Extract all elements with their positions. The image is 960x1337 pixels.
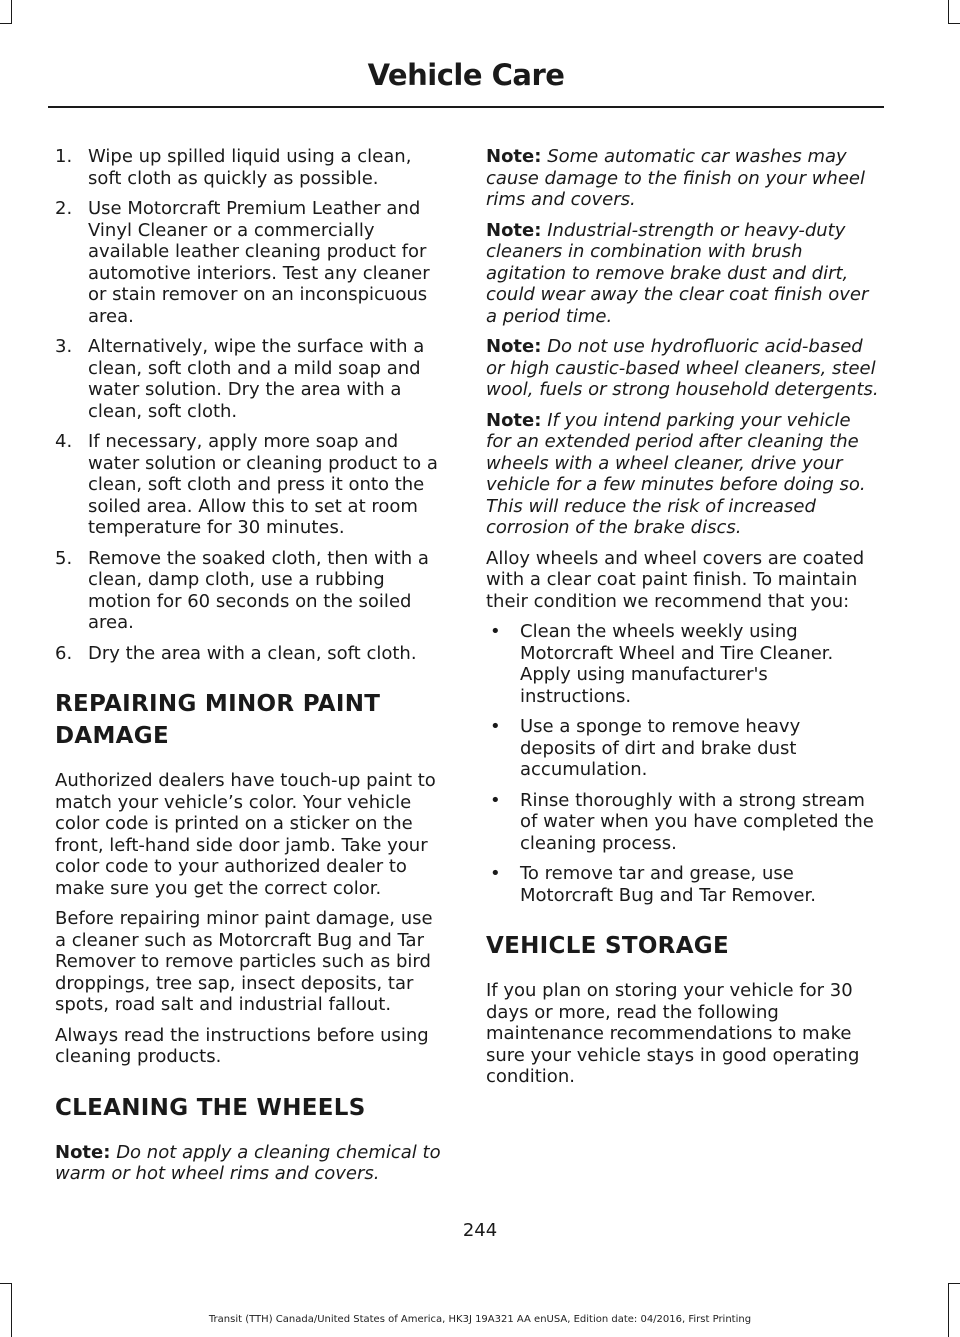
bullet-text: To remove tar and grease, use Motorcraft Bug and Tar Remover. xyxy=(520,863,816,906)
step-item xyxy=(55,336,447,422)
section-heading-storage: VEHICLE STORAGE xyxy=(486,933,729,959)
header-rule xyxy=(48,106,884,108)
page-number: 244 xyxy=(462,1220,498,1241)
section-heading-paint: REPAIRING MINOR PAINT DAMAGE xyxy=(55,691,381,749)
bullet-item xyxy=(486,790,880,855)
bullet-item xyxy=(486,863,880,906)
step-text: Remove the soaked cloth, then with a clean, damp cloth, use a rubbing motion for 60 seconds on the soiled area. xyxy=(88,547,429,633)
paint-paragraph: Before repairing minor paint damage, use a cleaner such as Motorcraft Bug and Tar Remover to remove particles such as bird droppings, tree sap, insect deposits, tar spots, road salt and industrial fallout. xyxy=(55,908,433,1015)
step-number: 3. xyxy=(55,336,73,357)
bullet-icon: • xyxy=(490,863,501,884)
wheel-care-bullets xyxy=(486,621,880,906)
step-number: 2. xyxy=(55,198,73,219)
crop-mark-top-right xyxy=(948,0,949,24)
crop-mark-bottom-left xyxy=(11,1283,12,1337)
crop-mark-top-left-h xyxy=(0,23,12,24)
step-text: Alternatively, wipe the surface with a clean, soft cloth and a mild soap and water solution. Dry the area with a clean, soft cloth. xyxy=(88,336,425,422)
bullet-text: Use a sponge to remove heavy deposits of dirt and brake dust accumulation. xyxy=(520,716,801,780)
crop-mark-bottom-left-h xyxy=(0,1283,12,1284)
crop-mark-bottom-right-h xyxy=(948,1283,960,1284)
note-label: Note: xyxy=(486,336,542,357)
crop-mark-bottom-right xyxy=(948,1283,949,1337)
section-heading-wheels: CLEANING THE WHEELS xyxy=(55,1094,366,1121)
step-text: Use Motorcraft Premium Leather and Vinyl Cleaner or a commercially available leather cleaning product for automotive interiors. Test any cleaner or stain remover on an inconspicuous area. xyxy=(88,198,430,327)
note-label: Note: xyxy=(486,219,542,241)
paint-paragraph: Always read the instructions before using cleaning products. xyxy=(55,1024,429,1067)
left-column xyxy=(55,146,447,1194)
paint-paragraph: Authorized dealers have touch-up paint to match your vehicle’s color. Your vehicle color code is printed on a sticker on the front, left-hand side door jamb. Take your color code to your authorized dealer to make sure you get the correct color. xyxy=(55,770,436,899)
step-item xyxy=(55,146,447,189)
cleaning-steps-list xyxy=(55,146,447,664)
note-label: Note: xyxy=(486,409,542,431)
wheels-note xyxy=(55,1142,447,1185)
step-item xyxy=(55,548,447,634)
bullet-item xyxy=(486,716,880,781)
bullet-text: Rinse thoroughly with a strong stream of water when you have completed the cleaning process. xyxy=(520,789,874,854)
page-header-title: Vehicle Care xyxy=(367,58,565,92)
note-text: Do not apply a cleaning chemical to warm or hot wheel rims and covers. xyxy=(55,1141,441,1184)
wheel-note xyxy=(486,336,880,401)
step-item xyxy=(55,198,447,327)
storage-paragraph: If you plan on storing your vehicle for 30 days or more, read the following maintenance recommendations to make sure your vehicle stays in good operating condition. xyxy=(486,980,860,1087)
wheel-note xyxy=(486,410,880,539)
bullet-icon: • xyxy=(490,621,501,642)
crop-mark-top-right-h xyxy=(948,23,960,24)
step-item xyxy=(55,643,447,665)
step-number: 5. xyxy=(55,547,73,569)
note-label: Note: xyxy=(55,1141,111,1163)
bullet-icon: • xyxy=(490,789,501,811)
bullet-item xyxy=(486,621,880,707)
note-text: Industrial-strength or heavy-duty cleaners in combination with brush agitation to remove brake dust and dirt, could wear away the clear coat finish over a period time. xyxy=(486,219,869,327)
wheel-note xyxy=(486,220,880,328)
step-item xyxy=(55,431,447,539)
alloy-paragraph: Alloy wheels and wheel covers are coated with a clear coat paint finish. To maintain their condition we recommend that you: xyxy=(486,547,865,612)
crop-mark-top-left xyxy=(11,0,12,24)
right-column xyxy=(486,146,880,1097)
step-text: Wipe up spilled liquid using a clean, soft cloth as quickly as possible. xyxy=(88,146,412,189)
step-text: Dry the area with a clean, soft cloth. xyxy=(88,642,417,664)
step-number: 6. xyxy=(55,642,73,664)
note-text: Do not use hydrofluoric acid-based or high caustic-based wheel cleaners, steel wool, fuels or strong household detergents. xyxy=(486,336,879,400)
step-number: 1. xyxy=(55,146,73,167)
note-label: Note: xyxy=(486,146,542,167)
step-text: If necessary, apply more soap and water solution or cleaning product to a clean, soft cloth and press it onto the soiled area. Allow this to set at room temperature for 30 minutes. xyxy=(88,431,438,538)
step-number: 4. xyxy=(55,431,73,452)
bullet-icon: • xyxy=(490,716,501,737)
note-text: If you intend parking your vehicle for an extended period after cleaning the wheels with a wheel cleaner, drive your vehicle for a few minutes before doing so. This will reduce the risk of increased corrosion of the brake discs. xyxy=(486,409,866,538)
page-footer: Transit (TTH) Canada/United States of America, HK3J 19A321 AA enUSA, Edition date: 04/2016, First Printing xyxy=(208,1314,752,1325)
note-text: Some automatic car washes may cause damage to the finish on your wheel rims and covers. xyxy=(486,146,865,210)
bullet-text: Clean the wheels weekly using Motorcraft Wheel and Tire Cleaner. Apply using manufacturer's instructions. xyxy=(520,621,834,707)
wheel-note xyxy=(486,146,880,211)
